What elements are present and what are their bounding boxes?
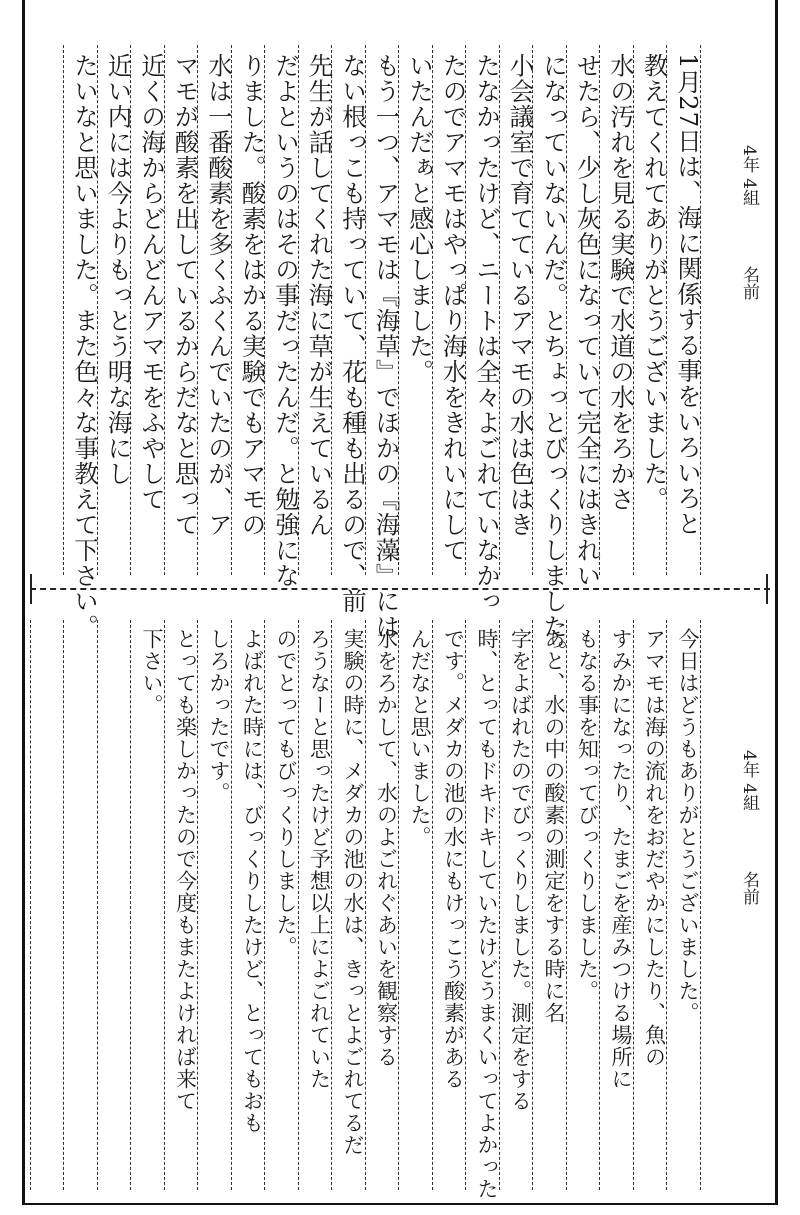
text-line: いたんだぁと感心しました。 xyxy=(406,53,435,385)
text-line: だよというのはその事だったんだ。と勉強にな xyxy=(272,53,301,589)
text-line: もなる事を知ってびっくりしました。 xyxy=(575,628,600,1002)
text-line: たのでアマモはやっぱり海水をきれいにして xyxy=(439,53,469,563)
text-line: になっていないんだ。とちょっとびっくりしました。 xyxy=(540,53,569,665)
text-line: ろうなーと思ったけど予想以上によごれていた xyxy=(307,628,332,1090)
text-line: 水をろかして、水のよごれぐあいを観察する xyxy=(374,628,399,1068)
text-line: せたら、少し灰色になっていて完全にはきれい xyxy=(573,53,603,589)
letter-2 xyxy=(30,620,772,1200)
column-rule xyxy=(97,620,98,1190)
letter-2-name-label: 名前 xyxy=(739,871,759,906)
text-line: 時、とってもドキドキしていたけどうまくいってよかった xyxy=(475,628,499,1200)
text-line: 実験の時に、メダカの池の水は、きっとよごれてるだ xyxy=(341,628,365,1156)
text-line: のでとってもびっくりしました。 xyxy=(274,628,298,958)
text-line: しろかったです。 xyxy=(207,628,231,804)
text-line: たなかったけど、ニートは全々よごれていなかっ xyxy=(473,53,502,614)
text-line: んだなと思いました。 xyxy=(408,628,432,848)
text-line: よばれた時には、びっくりしたけど、とってもおも xyxy=(240,628,265,1134)
text-line: マモが酸素を出しているからだなと思って xyxy=(171,53,201,538)
text-line: 小会議室で育てているアマモの水は色はき xyxy=(506,53,536,538)
text-line: アマモは海の流れをおだやかにしたり、魚の xyxy=(642,628,667,1068)
text-line: とっても楽しかったので今度もまたよければ来て xyxy=(173,628,198,1112)
column-rule xyxy=(130,620,131,1190)
text-line: りました。酸素をはかる実験でもアマモの xyxy=(238,53,268,538)
text-line: たいなと思いました。また色々な事教えて下さい。 xyxy=(71,53,100,640)
column-rule xyxy=(30,620,31,1190)
text-line: 近くの海からどんどんアマモをふやして xyxy=(138,53,167,512)
divider-tick-right xyxy=(766,574,768,604)
letter-2-header xyxy=(738,750,760,905)
column-rule xyxy=(63,45,64,575)
text-line: 字をよばれたのでびっくりしました。測定をする xyxy=(508,628,533,1112)
letter-1-class: 4年 4組 xyxy=(739,145,759,207)
column-rule xyxy=(63,620,64,1190)
page-divider xyxy=(30,588,770,590)
divider-tick-left xyxy=(30,574,32,604)
text-line: 教えてくれてありがとうございました。 xyxy=(640,53,670,512)
letter-2-class: 4年 4組 xyxy=(739,750,759,812)
text-line: 水は一番酸素を多くふくんでいたのが、ア xyxy=(205,53,234,538)
text-line: 近い内には今よりもっとう明な海にし xyxy=(104,53,134,487)
text-line: 1月27日は、海に関係する事をいろいろと xyxy=(674,53,703,537)
text-line: 下さい。 xyxy=(140,628,164,716)
letter-1-header xyxy=(738,145,760,300)
text-line: です。メダカの池の水にもけっこう酸素がある xyxy=(441,628,466,1090)
text-line: もう一つ、アマモは『海草』でほかの『海藻』には xyxy=(372,53,402,640)
letter-1-name-label: 名前 xyxy=(739,266,759,301)
letter-1 xyxy=(30,45,772,665)
text-line: 今日はどうもありがとうございました。 xyxy=(676,628,700,1024)
text-line: あと、水の中の酸素の測定をする時に名 xyxy=(542,628,566,1024)
text-line: すみかになったり、たまごを産みつける場所に xyxy=(609,628,633,1090)
text-line: ない根っこも持っていて、花も種も出るので、前 xyxy=(339,53,368,614)
text-line: 水の汚れを見る実験で水道の水をろかさ xyxy=(607,53,636,512)
text-line: 先生が話してくれた海に草が生えているん xyxy=(305,53,335,538)
